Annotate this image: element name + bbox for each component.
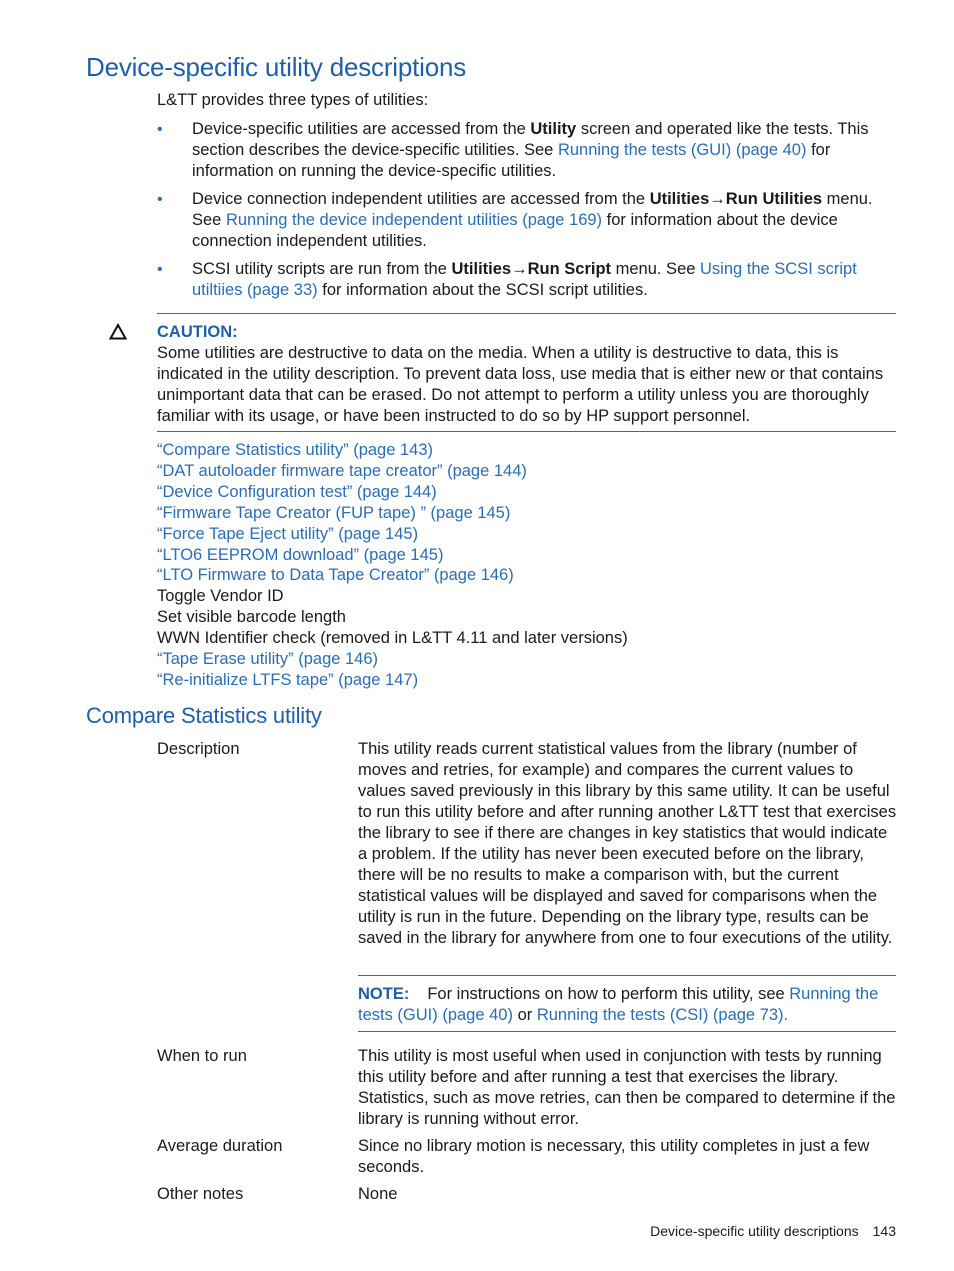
toc-item[interactable]: “Force Tape Eject utility” (page 145) xyxy=(157,524,419,543)
note-top-rule xyxy=(358,975,896,976)
note-label: NOTE: xyxy=(358,985,410,1003)
when-to-run-text: This utility is most useful when used in conjunction with tests by running this utility before and after running a test that exercises the library. Statistics, such as move retries, can then be compared to determine if the library is running without error. xyxy=(358,1047,896,1128)
bullet-icon: • xyxy=(157,121,163,138)
toc-item[interactable]: “LTO6 EEPROM download” (page 145) xyxy=(157,545,444,564)
link-scsi-script-utilities[interactable]: Using the SCSI script utiltiies (page 33) xyxy=(192,260,857,299)
link-running-tests-gui[interactable]: Running the tests (GUI) (page 40) xyxy=(557,141,807,159)
note-bottom-rule xyxy=(358,1031,896,1032)
when-to-run-label: When to run xyxy=(157,1047,247,1065)
list-item: • Device connection independent utilities are accessed from the Utilities→Run Utilities menu. See Running the device independent utilities (page 169) for information about the device connection independent utilities. xyxy=(157,190,873,250)
link-running-tests-csi[interactable]: Running the tests (CSI) (page 73) xyxy=(536,1006,784,1024)
link-running-tests-gui-note[interactable]: Running the tests (GUI) (page 40) xyxy=(358,985,879,1024)
bullet-icon: • xyxy=(157,191,163,208)
note-block: NOTE: For instructions on how to perform this utility, see Running the tests (GUI) (page 40) or Running the tests (CSI) (page 73). xyxy=(358,985,879,1024)
toc-item[interactable]: “Tape Erase utility” (page 146) xyxy=(157,650,379,669)
page-heading: Device-specific utility descriptions xyxy=(86,52,467,82)
caution-top-rule xyxy=(157,313,896,314)
average-duration-label: Average duration xyxy=(157,1137,283,1155)
link-device-independent-utilities[interactable]: Running the device independent utilities (page 169) xyxy=(225,211,603,229)
page-footer xyxy=(650,1222,896,1240)
average-duration-text: Since no library motion is necessary, this utility completes in just a few seconds. xyxy=(358,1137,870,1176)
toc-item[interactable]: “Compare Statistics utility” (page 143) xyxy=(157,441,434,459)
caution-bottom-rule xyxy=(157,431,896,432)
description-label: Description xyxy=(157,740,240,758)
utility-types-list xyxy=(157,119,897,308)
caution-label: CAUTION: xyxy=(157,323,238,341)
section-heading: Compare Statistics utility xyxy=(86,703,322,728)
other-notes-label: Other notes xyxy=(157,1185,244,1203)
list-item: • Device-specific utilities are accessed from the Utility screen and operated like the tests. This section describes the device-specific utilities. See Running the tests (GUI) (page 40) for information on running the device-specific utilities. xyxy=(157,120,869,180)
footer-title: Device-specific utility descriptions xyxy=(650,1223,859,1239)
toc-item-plain: WWN Identifier check (removed in L&TT 4.11 and later versions) xyxy=(157,629,628,648)
intro-text: L&TT provides three types of utilities: xyxy=(157,91,429,109)
bullet-icon: • xyxy=(157,261,163,278)
utility-toc-list xyxy=(157,440,628,691)
toc-item[interactable]: “Firmware Tape Creator (FUP tape) ” (page 145) xyxy=(157,503,511,522)
toc-item[interactable]: “Re-initialize LTFS tape” (page 147) xyxy=(157,670,419,689)
warning-triangle-icon xyxy=(109,323,127,341)
toc-item[interactable]: “DAT autoloader firmware tape creator” (page 144) xyxy=(157,461,527,480)
arrow-right-icon: → xyxy=(709,190,726,208)
page-number: 143 xyxy=(872,1223,896,1239)
caution-text: Some utilities are destructive to data on the media. When a utility is destructive to data, this is indicated in the utility description. To prevent data loss, use media that is either new or that contains unimportant data that can be erased. Do not attempt to perform a utility unless you are thoroughly familiar with its usage, or have been instructed to do so by HP support personnel. xyxy=(157,344,884,425)
other-notes-text: None xyxy=(358,1185,398,1203)
arrow-right-icon: → xyxy=(511,260,528,278)
toc-item[interactable]: “Device Configuration test” (page 144) xyxy=(157,482,437,501)
toc-item-plain: Toggle Vendor ID xyxy=(157,587,284,606)
list-item: • SCSI utility scripts are run from the Utilities→Run Script menu. See Using the SCSI script utiltiies (page 33) for information about the SCSI script utilities. xyxy=(157,260,857,299)
toc-item[interactable]: “LTO Firmware to Data Tape Creator” (page 146) xyxy=(157,566,514,585)
toc-item-plain: Set visible barcode length xyxy=(157,608,346,627)
description-text: This utility reads current statistical values from the library (number of moves and retries, for example) and compares the current values to values saved previously in this library by this same utility. It can be useful to run this utility before and after running another L&TT test that exercises the library to see if there are changes in key statistics that would indicate a problem. If the utility has never been executed before on the library, there will be no results to make a comparison with, but the current statistical values will be displayed and saved for comparisons when the utility is run in the future. Depending on the library type, results can be saved in the library for anywhere from one to four executions of the utility. xyxy=(358,740,897,947)
